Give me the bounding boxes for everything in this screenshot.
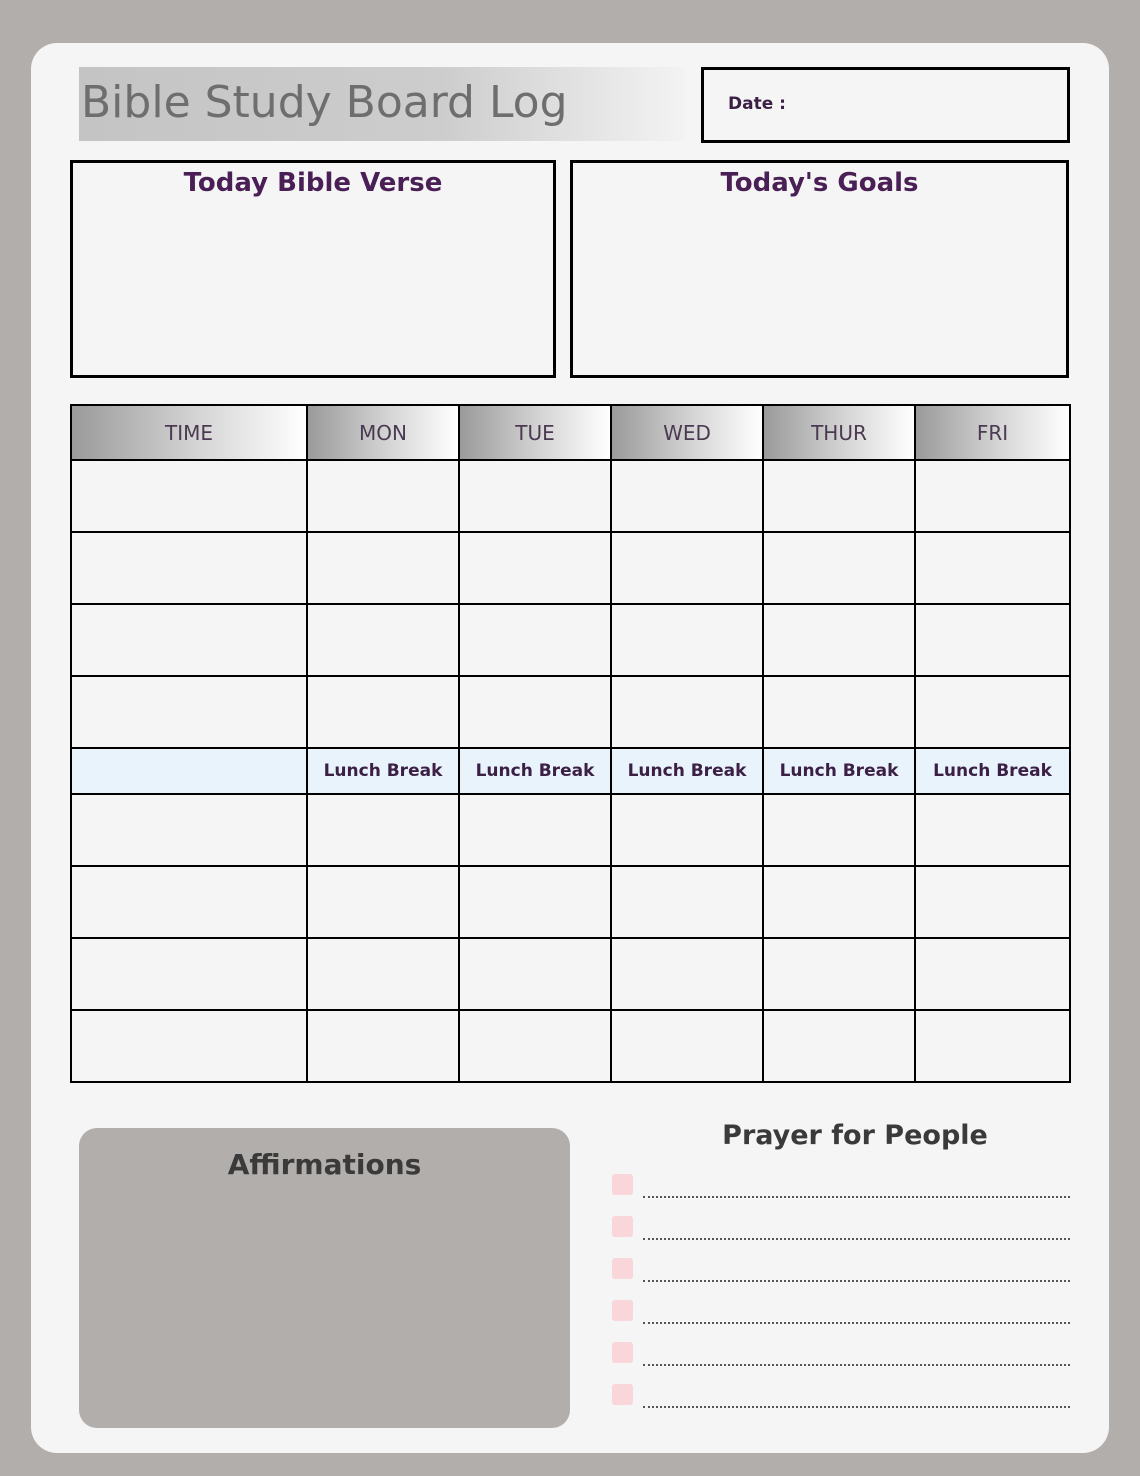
bible-verse-heading: Today Bible Verse [183, 168, 443, 198]
schedule-row [71, 532, 1070, 604]
schedule-cell[interactable] [763, 938, 915, 1010]
column-header-fri: FRI [915, 405, 1070, 460]
prayer-checkbox[interactable] [612, 1216, 633, 1237]
schedule-cell[interactable] [611, 532, 763, 604]
schedule-row [71, 676, 1070, 748]
prayer-checkbox[interactable] [612, 1384, 633, 1405]
schedule-cell[interactable] [611, 938, 763, 1010]
schedule-row [71, 938, 1070, 1010]
schedule-cell[interactable] [459, 676, 611, 748]
schedule-cell[interactable] [307, 532, 459, 604]
schedule-cell[interactable] [459, 532, 611, 604]
schedule-cell[interactable] [307, 866, 459, 938]
schedule-cell[interactable] [915, 604, 1070, 676]
prayer-line[interactable] [612, 1216, 1070, 1240]
schedule-cell[interactable] [915, 866, 1070, 938]
time-cell[interactable] [71, 794, 307, 866]
schedule-cell[interactable] [763, 460, 915, 532]
schedule-cell[interactable] [763, 532, 915, 604]
prayer-dotted-line [643, 1406, 1070, 1408]
schedule-cell[interactable] [915, 794, 1070, 866]
lunch-break-cell: Lunch Break [459, 748, 611, 794]
schedule-cell[interactable] [763, 794, 915, 866]
bible-verse-box[interactable] [70, 160, 556, 378]
goals-heading: Today's Goals [720, 168, 919, 198]
time-cell[interactable] [71, 866, 307, 938]
prayer-line[interactable] [612, 1384, 1070, 1408]
prayer-dotted-line [643, 1238, 1070, 1240]
schedule-row [71, 794, 1070, 866]
time-cell[interactable] [71, 1010, 307, 1082]
schedule-row [71, 866, 1070, 938]
schedule-cell[interactable] [459, 460, 611, 532]
column-header-time: TIME [71, 405, 307, 460]
schedule-cell[interactable] [611, 676, 763, 748]
prayer-dotted-line [643, 1196, 1070, 1198]
goals-box[interactable] [570, 160, 1069, 378]
date-field[interactable] [701, 67, 1070, 143]
lunch-row [71, 748, 1070, 794]
schedule-cell[interactable] [915, 938, 1070, 1010]
lunch-break-cell: Lunch Break [763, 748, 915, 794]
schedule-cell[interactable] [307, 938, 459, 1010]
lunch-time-cell[interactable] [71, 748, 307, 794]
schedule-row [71, 460, 1070, 532]
prayer-checkbox[interactable] [612, 1174, 633, 1195]
prayer-line[interactable] [612, 1300, 1070, 1324]
prayer-dotted-line [643, 1280, 1070, 1282]
date-label: Date : [728, 94, 786, 114]
prayer-checkbox[interactable] [612, 1258, 633, 1279]
schedule-cell[interactable] [307, 604, 459, 676]
schedule-cell[interactable] [763, 866, 915, 938]
column-header-tue: TUE [459, 405, 611, 460]
prayer-line[interactable] [612, 1174, 1070, 1198]
schedule-cell[interactable] [915, 1010, 1070, 1082]
time-cell[interactable] [71, 676, 307, 748]
time-cell[interactable] [71, 938, 307, 1010]
schedule-cell[interactable] [307, 460, 459, 532]
column-header-thur: THUR [763, 405, 915, 460]
schedule-cell[interactable] [459, 604, 611, 676]
prayer-checkbox[interactable] [612, 1300, 633, 1321]
schedule-cell[interactable] [459, 794, 611, 866]
schedule-cell[interactable] [763, 604, 915, 676]
schedule-cell[interactable] [915, 676, 1070, 748]
lunch-break-cell: Lunch Break [915, 748, 1070, 794]
schedule-cell[interactable] [307, 794, 459, 866]
title-banner [79, 67, 685, 141]
prayer-line[interactable] [612, 1342, 1070, 1366]
lunch-break-cell: Lunch Break [307, 748, 459, 794]
schedule-cell[interactable] [307, 1010, 459, 1082]
schedule-cell[interactable] [307, 676, 459, 748]
time-cell[interactable] [71, 460, 307, 532]
prayer-line[interactable] [612, 1258, 1070, 1282]
lunch-break-cell: Lunch Break [611, 748, 763, 794]
schedule-cell[interactable] [459, 938, 611, 1010]
schedule-cell[interactable] [915, 532, 1070, 604]
weekly-schedule-table [70, 404, 1071, 1083]
time-cell[interactable] [71, 532, 307, 604]
schedule-cell[interactable] [763, 676, 915, 748]
schedule-cell[interactable] [459, 866, 611, 938]
schedule-cell[interactable] [611, 460, 763, 532]
prayer-checkbox[interactable] [612, 1342, 633, 1363]
schedule-header-row [71, 405, 1070, 460]
schedule-cell[interactable] [611, 794, 763, 866]
affirmations-box[interactable] [79, 1128, 570, 1428]
prayer-dotted-line [643, 1364, 1070, 1366]
column-header-mon: MON [307, 405, 459, 460]
page-title: Bible Study Board Log [81, 77, 568, 128]
schedule-cell[interactable] [611, 604, 763, 676]
time-cell[interactable] [71, 604, 307, 676]
schedule-cell[interactable] [611, 1010, 763, 1082]
affirmations-heading: Affirmations [227, 1148, 422, 1181]
prayer-heading: Prayer for People [722, 1120, 988, 1151]
column-header-wed: WED [611, 405, 763, 460]
schedule-cell[interactable] [915, 460, 1070, 532]
schedule-row [71, 1010, 1070, 1082]
schedule-cell[interactable] [611, 866, 763, 938]
schedule-cell[interactable] [763, 1010, 915, 1082]
schedule-cell[interactable] [459, 1010, 611, 1082]
schedule-row [71, 604, 1070, 676]
prayer-dotted-line [643, 1322, 1070, 1324]
